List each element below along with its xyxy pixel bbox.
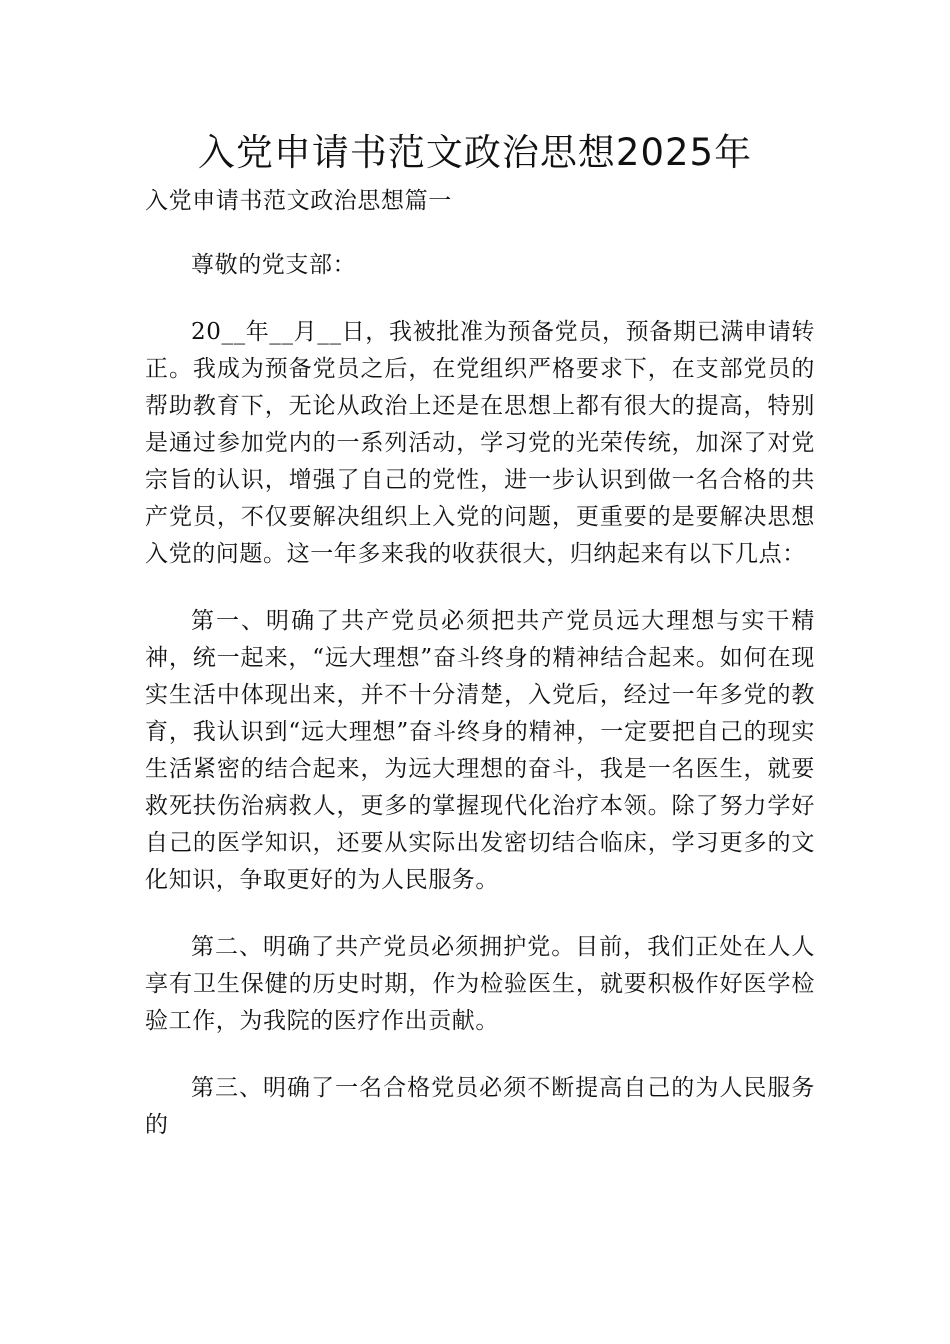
paragraph: 第二、明确了共产党员必须拥护党。目前，我们正处在人人享有卫生保健的历史时期，作为检验医生，就要积极作好医学检验工作，为我院的医疗作出贡献。 [145,934,815,1034]
document-body [145,183,815,1144]
paragraph: 第一、明确了共产党员必须把共产党员远大理想与实干精神，统一起来，“远大理想”奋斗终身的精神结合起来。如何在现实生活中体现出来，并不十分清楚，入党后，经过一年多党的教育，我认识到“远大理想”奋斗终身的精神，一定要把自己的现实生活紧密的结合起来，为远大理想的奋斗，我是一名医生，就要救死扶伤治病救人，更多的掌握现代化治疗本领。除了努力学好自己的医学知识，还要从实际出发密切结合临床，学习更多的文化知识，争取更好的为人民服务。 [145,608,815,893]
paragraph: 第三、明确了一名合格党员必须不断提高自己的为人民服务的 [145,1075,815,1138]
section-subtitle: 入党申请书范文政治思想篇一 [145,188,452,214]
document-title: 入党申请书范文政治思想2025年 [197,131,753,174]
paragraph: 20__年__月__日，我被批准为预备党员，预备期已满申请转正。我成为预备党员之后，在党组织严格要求下，在支部党员的帮助教育下，无论从政治上还是在思想上都有很大的提高，特别是通过参加党内的一系列活动，学习党的光荣传统，加深了对党宗旨的认识，增强了自己的党性，进一步认识到做一名合格的共产党员，不仅要解决组织上入党的问题，更重要的是要解决思想入党的问题。这一年多来我的收获很大，归纳起来有以下几点： [145,319,815,567]
salutation: 尊敬的党支部： [191,252,357,278]
